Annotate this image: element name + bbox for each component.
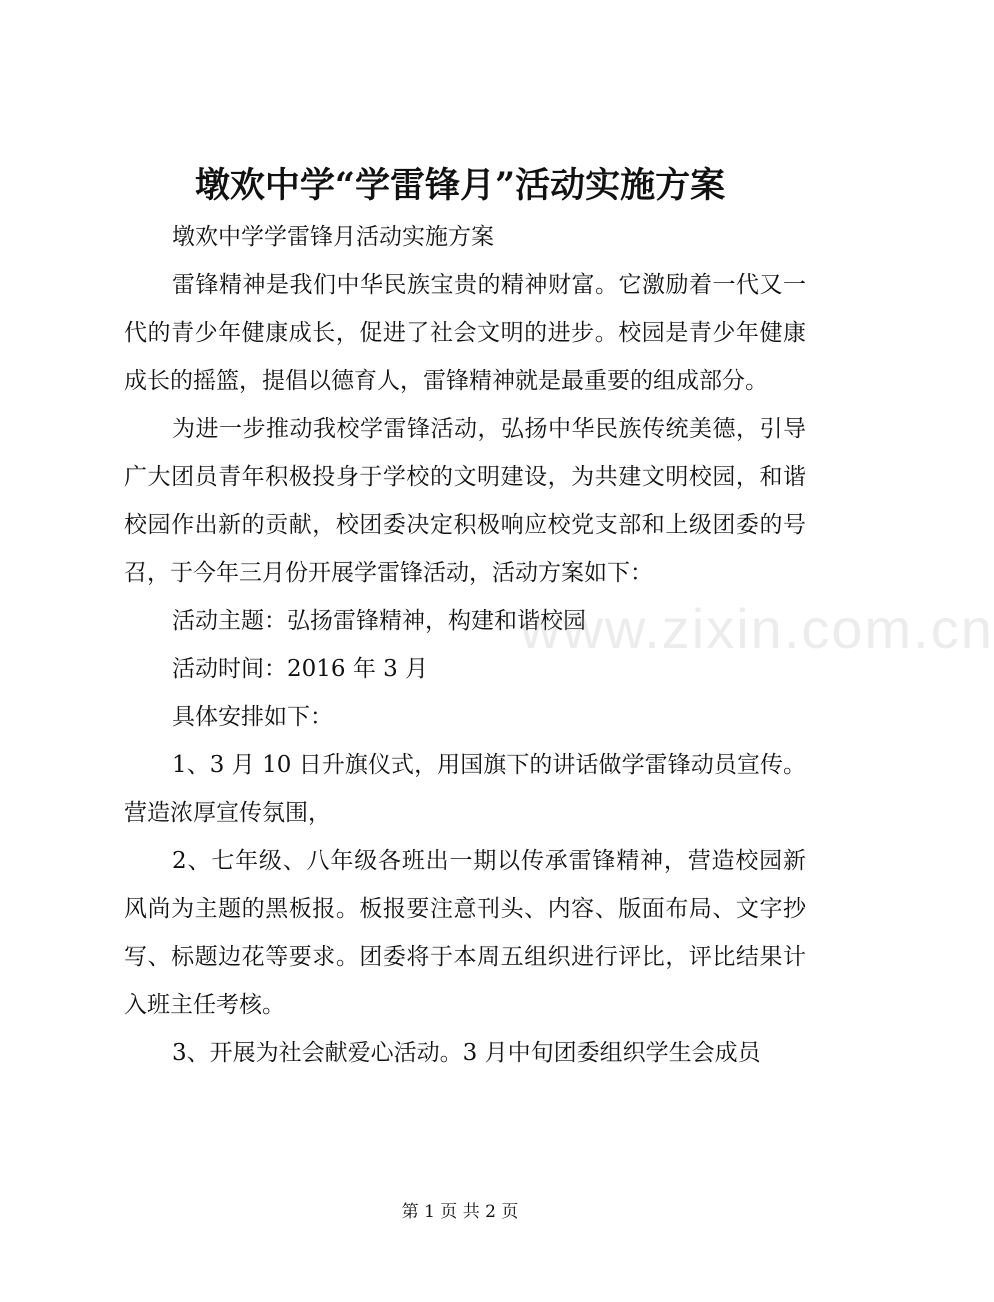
watermark: www.zixin.com.cn xyxy=(520,597,994,660)
page-footer: 第 1 页 共 2 页 xyxy=(401,1202,519,1222)
intro-paragraph: 雷锋精神是我们中华民族宝贵的精神财富。它激励着一代又一代的青少年健康成长，促进了社会文明的进步。校园是青少年健康成长的摇篮，提倡以德育人，雷锋精神就是最重要的组成部分。 xyxy=(124,272,806,394)
subtitle-paragraph: 墩欢中学学雷锋月活动实施方案 xyxy=(172,224,494,250)
schedule-item-2: 2、七年级、八年级各班出一期以传承雷锋精神，营造校园新风尚为主题的黑板报。板报要注意刊头、内容、版面布局、文字抄写、标题边花等要求。团委将于本周五组织进行评比，评比结果计入班主任考核。 xyxy=(124,848,806,1018)
activity-time: 活动时间：2016 年 3 月 xyxy=(172,656,429,682)
schedule-item-1: 1、3 月 10 日升旗仪式，用国旗下的讲话做学雷锋动员宣传。营造浓厚宣传氛围， xyxy=(124,752,806,826)
schedule-heading: 具体安排如下： xyxy=(172,704,333,730)
schedule-item-3: 3、开展为社会献爱心活动。3 月中旬团委组织学生会成员 xyxy=(172,1040,761,1066)
document-title: 墩欢中学“学雷锋月”活动实施方案 xyxy=(194,165,726,206)
purpose-paragraph: 为进一步推动我校学雷锋活动，弘扬中华民族传统美德，引导广大团员青年积极投身于学校的文明建设，为共建文明校园，和谐校园作出新的贡献，校团委决定积极响应校党支部和上级团委的号召，于今年三月份开展学雷锋活动，活动方案如下： xyxy=(124,416,806,586)
activity-theme: 活动主题：弘扬雷锋精神，构建和谐校园 xyxy=(172,608,586,634)
